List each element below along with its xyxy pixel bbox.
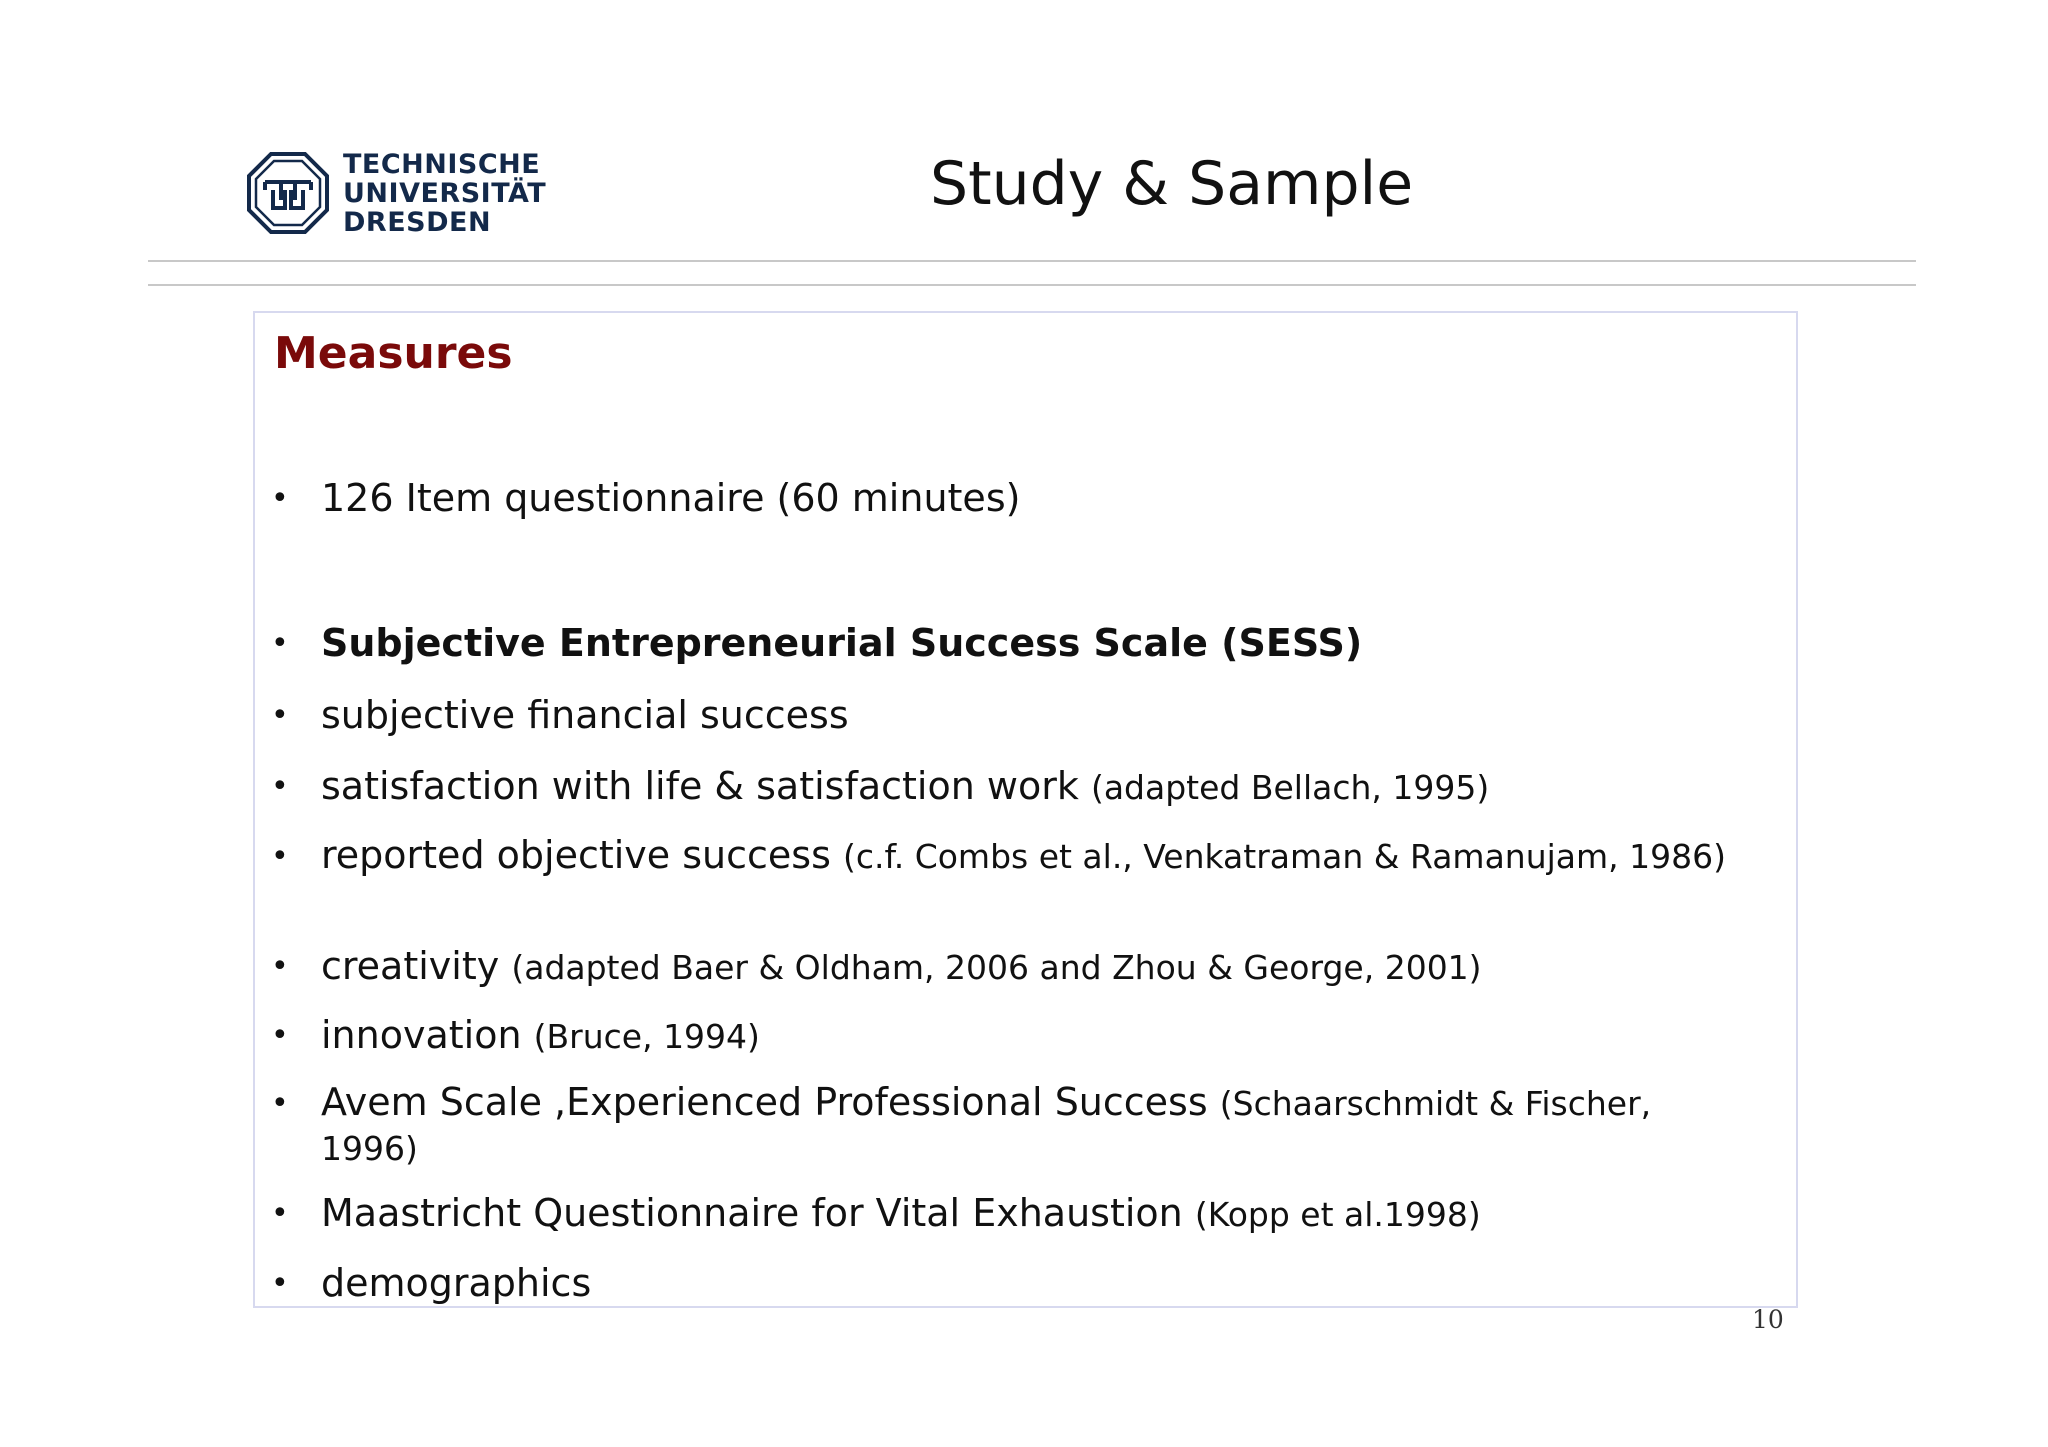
bullet-icon: • bbox=[271, 839, 289, 874]
list-item-text bbox=[321, 1013, 1771, 1059]
logo-line-1: TECHNISCHE bbox=[343, 148, 541, 180]
list-item bbox=[271, 944, 1771, 990]
list-item-text: subjective financial success bbox=[321, 693, 849, 737]
header-divider-bottom bbox=[148, 284, 1916, 286]
bullet-icon: • bbox=[271, 1086, 289, 1121]
bullet-icon: • bbox=[271, 769, 289, 804]
item-reference: (adapted Baer & Oldham, 2006 and Zhou & George, 2001) bbox=[511, 948, 1482, 987]
list-item bbox=[271, 693, 1771, 739]
bullet-icon: • bbox=[271, 626, 289, 661]
list-item bbox=[271, 834, 1771, 880]
list-item-text: Subjective Entrepreneurial Success Scale (SESS) bbox=[321, 621, 1363, 665]
item-label: reported objective success bbox=[321, 833, 831, 877]
list-item-text bbox=[321, 944, 1771, 990]
list-item bbox=[271, 621, 1771, 667]
measures-panel bbox=[253, 311, 1798, 1308]
list-item bbox=[271, 1013, 1771, 1059]
bullet-icon: • bbox=[271, 698, 289, 733]
logo-line-2: UNIVERSITÄT bbox=[343, 177, 547, 209]
item-reference: (Bruce, 1994) bbox=[533, 1017, 760, 1056]
list-item bbox=[271, 1081, 1771, 1171]
page-number: 10 bbox=[1752, 1305, 1784, 1334]
item-reference: (Schaarschmidt & Fischer, 1996) bbox=[321, 1084, 1652, 1168]
list-item-text bbox=[321, 834, 1771, 879]
university-name bbox=[343, 150, 546, 237]
list-item bbox=[271, 476, 1771, 522]
list-item-text: 126 Item questionnaire (60 minutes) bbox=[321, 476, 1021, 520]
bullet-icon: • bbox=[271, 1018, 289, 1053]
item-label: innovation bbox=[321, 1013, 522, 1057]
list-item-text: demographics bbox=[321, 1261, 592, 1305]
item-label: satisfaction with life & satisfaction work bbox=[321, 764, 1079, 808]
bullet-icon: • bbox=[271, 1266, 289, 1301]
item-reference: (adapted Bellach, 1995) bbox=[1090, 768, 1490, 807]
item-reference: (c.f. Combs et al., Venkatraman & Ramanujam, 1986) bbox=[842, 837, 1726, 876]
tu-dresden-seal-icon bbox=[247, 152, 329, 234]
bullet-icon: • bbox=[271, 949, 289, 984]
bullet-icon: • bbox=[271, 481, 289, 516]
bullet-icon: • bbox=[271, 1196, 289, 1231]
list-item-text bbox=[321, 764, 1771, 810]
list-item bbox=[271, 1261, 1771, 1307]
item-label: Maastricht Questionnaire for Vital Exhaustion bbox=[321, 1191, 1183, 1235]
header-divider-top bbox=[148, 260, 1916, 262]
section-heading: Measures bbox=[274, 328, 513, 379]
item-label: creativity bbox=[321, 944, 500, 988]
logo-line-3: DRESDEN bbox=[343, 206, 492, 238]
item-label: Avem Scale ,Experienced Professional Success bbox=[321, 1080, 1208, 1124]
item-reference: (Kopp et al.1998) bbox=[1194, 1195, 1481, 1234]
list-item-text bbox=[321, 1081, 1771, 1171]
list-item-text bbox=[321, 1191, 1771, 1237]
university-logo bbox=[247, 150, 546, 236]
slide-title: Study & Sample bbox=[930, 149, 1414, 219]
list-item bbox=[271, 764, 1771, 810]
list-item bbox=[271, 1191, 1771, 1237]
